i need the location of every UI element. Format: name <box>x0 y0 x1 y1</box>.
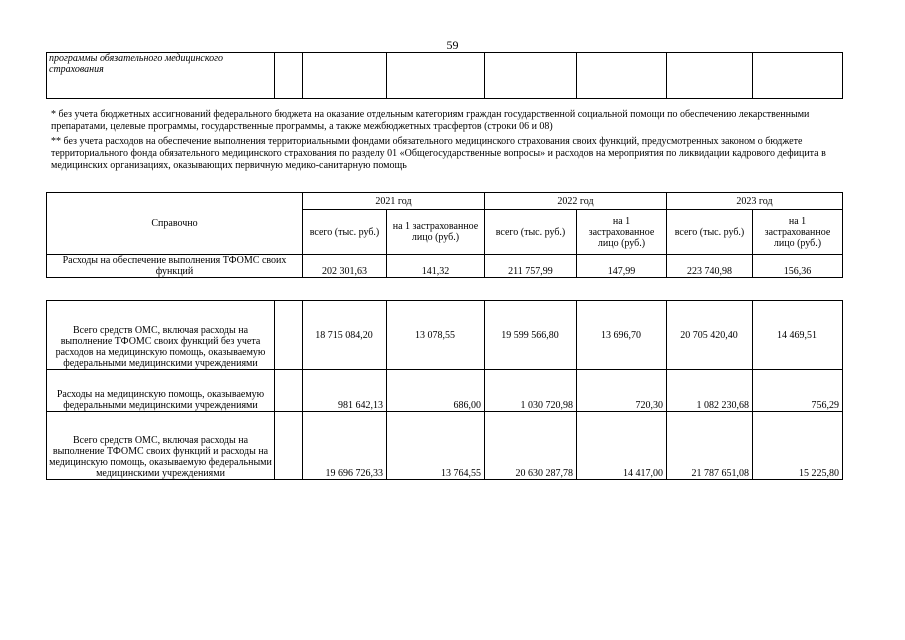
table-row <box>47 53 843 99</box>
column-header-total: всего (тыс. руб.) <box>485 210 577 255</box>
reference-heading: Справочно <box>47 193 303 255</box>
program-row-label: программы обязательного медицинского страхования <box>47 53 275 99</box>
footnote-1: * без учета бюджетных ассигнований федерального бюджета на оказание отдельным категориям граждан государственной социальной помощи по обеспечению лекарственными препаратами, целевые программы, государственные программы, а также межбюджетных трасфертов (строки 06 и 08) <box>51 109 810 132</box>
table-cell <box>303 53 387 99</box>
table-cell <box>275 53 303 99</box>
table-cell <box>667 53 753 99</box>
table-cell: 756,29 <box>753 370 843 412</box>
table-cell <box>275 411 303 479</box>
table-cell: 156,36 <box>753 255 843 278</box>
table-cell: 147,99 <box>577 255 667 278</box>
table-cell: 211 757,99 <box>485 255 577 278</box>
table-cell <box>485 53 577 99</box>
table-cell: 686,00 <box>387 370 485 412</box>
table-cell: 13 696,70 <box>577 301 667 370</box>
table-row <box>47 370 843 412</box>
table-cell: 202 301,63 <box>303 255 387 278</box>
table-cell: 18 715 084,20 <box>303 301 387 370</box>
table-cell: 20 705 420,40 <box>667 301 753 370</box>
year-header: 2021 год <box>303 193 485 210</box>
table-cell: 13 764,55 <box>387 411 485 479</box>
table-cell: 14 417,00 <box>577 411 667 479</box>
column-header-per-insured: на 1 застрахованное лицо (руб.) <box>387 210 485 255</box>
column-header-per-insured: на 1 застрахованное лицо (руб.) <box>753 210 843 255</box>
table-row <box>47 411 843 479</box>
oms-funds-table <box>46 300 843 480</box>
table-cell: 1 082 230,68 <box>667 370 753 412</box>
row-label: Расходы на обеспечение выполнения ТФОМС своих функций <box>47 255 303 278</box>
table-cell: 141,32 <box>387 255 485 278</box>
table-cell: 14 469,51 <box>753 301 843 370</box>
row-label: Всего средств ОМС, включая расходы на выполнение ТФОМС своих функций и расходы на медицинскую помощь, оказываемую федеральными медицинскими учреждениями <box>47 411 275 479</box>
year-header: 2023 год <box>667 193 843 210</box>
table-cell: 720,30 <box>577 370 667 412</box>
row-label: Всего средств ОМС, включая расходы на выполнение ТФОМС своих функций без учета расходов на медицинскую помощь, оказываемую федеральными медицинскими учреждениями <box>47 301 275 370</box>
column-header-total: всего (тыс. руб.) <box>303 210 387 255</box>
table-cell <box>275 370 303 412</box>
column-header-total: всего (тыс. руб.) <box>667 210 753 255</box>
year-header: 2022 год <box>485 193 667 210</box>
footnotes <box>51 109 841 172</box>
table-header-row <box>47 193 843 210</box>
table-cell: 1 030 720,98 <box>485 370 577 412</box>
row-label: Расходы на медицинскую помощь, оказываемую федеральными медицинскими учреждениями <box>47 370 275 412</box>
table-cell: 19 599 566,80 <box>485 301 577 370</box>
table-cell <box>387 53 485 99</box>
table-cell <box>275 301 303 370</box>
table-cell: 20 630 287,78 <box>485 411 577 479</box>
column-header-per-insured: на 1 застрахованное лицо (руб.) <box>577 210 667 255</box>
table-cell: 13 078,55 <box>387 301 485 370</box>
footnote-2: ** без учета расходов на обеспечение выполнения территориальными фондами обязательного медицинского страхования своих функций, предусмотренных законом о бюджете территориального фонда обязательного медицинского страхования по разделу 01 «Общегосударственные вопросы» и расходов на мероприятия по ликвидации кадрового дефицита в медицинских организациях, оказывающих первичную медико-санитарную помощь <box>51 136 826 171</box>
table-cell: 981 642,13 <box>303 370 387 412</box>
table-cell: 19 696 726,33 <box>303 411 387 479</box>
program-table-continuation <box>46 52 843 99</box>
page-number: 59 <box>446 38 459 52</box>
table-row <box>47 255 843 278</box>
table-cell <box>753 53 843 99</box>
reference-table <box>46 192 843 278</box>
table-row <box>47 301 843 370</box>
table-cell: 21 787 651,08 <box>667 411 753 479</box>
table-cell <box>577 53 667 99</box>
table-cell: 223 740,98 <box>667 255 753 278</box>
table-cell: 15 225,80 <box>753 411 843 479</box>
